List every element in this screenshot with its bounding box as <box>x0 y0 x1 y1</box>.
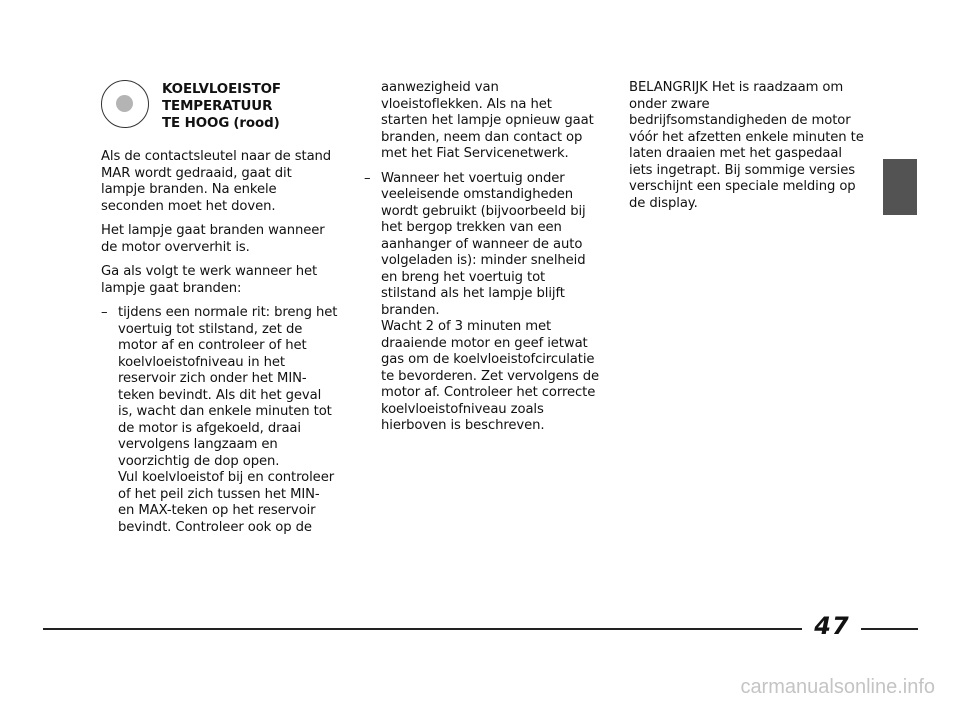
list-item-2-text-b: Wacht 2 of 3 minuten met draaiende motor en geef ietwat gas om de koelvloeistofcirculatie te bevorderen. Zet vervolgens de motor af. Controleer het correcte koelvloeistofniveau zoals hierboven is beschreven. <box>381 319 600 433</box>
list-item-1-continuation <box>364 80 602 163</box>
page-number: 47 <box>814 612 850 640</box>
watermark: carmanualsonline.info <box>740 676 935 698</box>
paragraph-3: Ga als volgt te werk wanneer het lampje gaat branden: <box>101 264 318 296</box>
column-3 <box>629 80 867 220</box>
list-item-1-text-a: tijdens een normale rit: breng het voertuig tot stilstand, zet de motor af en controleer of het koelvloeistofniveau in het reservoir zich onder het MIN-teken bevindt. Als dit het geval is, wacht dan enkele minuten tot de motor is afgekoeld, draai vervolgens langzaam en voorzichtig de dop open. <box>118 305 338 469</box>
warning-light-icon <box>101 80 149 128</box>
warning-light-dot <box>116 95 133 112</box>
section-header <box>101 80 339 144</box>
list-item-1-text-b: Vul koelvloeistof bij en controleer of het peil zich tussen het MIN- en MAX-teken op het reservoir bevindt. Controleer ook op de <box>118 470 335 535</box>
list-dash: – <box>101 305 108 320</box>
column-2 <box>364 80 602 435</box>
paragraph-1: Als de contactsleutel naar de stand MAR wordt gedraaid, gaat dit lampje branden. Na enkele seconden moet het doven. <box>101 149 332 214</box>
heading-line-1: KOELVLOEISTOF <box>162 82 281 97</box>
list-item-1 <box>101 305 339 536</box>
footer-rule-left <box>43 628 802 630</box>
heading-line-3-bold: TE HOOG <box>162 116 230 131</box>
heading-line-3-rest: (rood) <box>233 116 280 131</box>
paragraph-2: Het lampje gaat branden wanneer de motor oververhit is. <box>101 223 325 255</box>
list-item-2-text-a: Wanneer het voertuig onder veeleisende omstandigheden wordt gebruikt (bijvoorbeeld bij het bergop trekken van een aanhanger of wanneer de auto volgeladen is): minder snelheid en breng het voertuig tot stilstand als het lampje blijft branden. <box>381 170 586 318</box>
list-item-2 <box>364 171 602 435</box>
section-thumb-tab <box>883 159 917 215</box>
footer-rule-right <box>861 628 918 630</box>
list-dash: – <box>364 170 371 186</box>
column-1 <box>101 80 339 536</box>
important-note: BELANGRIJK Het is raadzaam om onder zware bedrijfsomstandigheden de motor vóór het afzetten enkele minuten te laten draaien met het gaspedaal iets ingetrapt. Bij sommige versies verschijnt een speciale melding op de display. <box>629 80 864 211</box>
continuation-text: aanwezigheid van vloeistoflekken. Als na het starten het lampje opnieuw gaat branden, neem dan contact op met het Fiat Servicenetwerk. <box>381 80 594 161</box>
section-heading <box>162 81 281 132</box>
heading-line-2: TEMPERATUUR <box>162 99 273 114</box>
heading-line-3 <box>162 115 281 132</box>
